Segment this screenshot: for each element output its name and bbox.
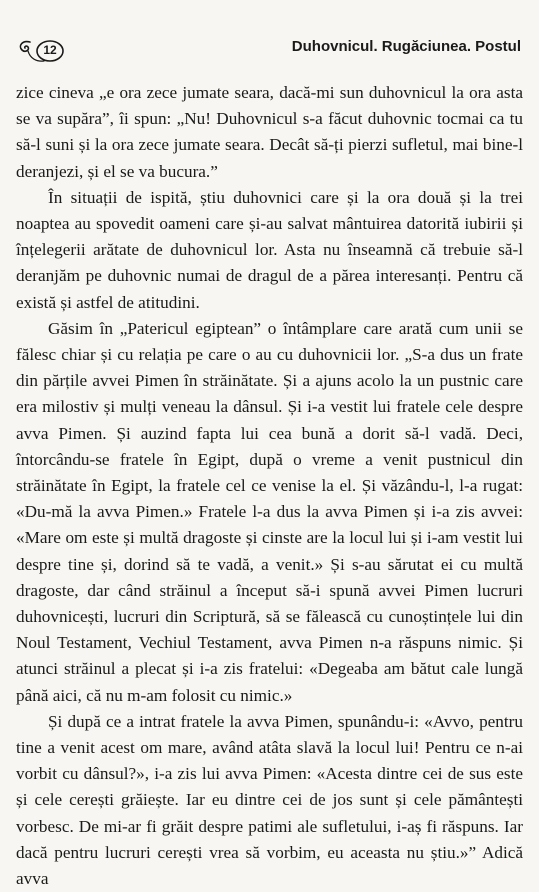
paragraph: zice cineva „e ora zece jumate seara, dacă-mi sun duhovnicul la ora asta se va supăra”, îi spun: „Nu! Duhovnicul s-a făcut duhovnic tocmai ca tu să-l suni și la ora zece jumate seara. Decât să-ți pierzi sufletul, mai bine-l deranjezi, și el se va bucura.” [16, 83, 523, 181]
page-number: 12 [43, 43, 57, 57]
body-text [16, 80, 523, 892]
paragraph: Și după ce a intrat fratele la avva Pimen, spunându-i: «Avvo, pentru tine a venit acest om mare, având atâta slavă la locul lui! Pentru ce n-ai vorbit cu dânsul?», i-a zis lui avva Pimen: «Acesta dintre cei de sus este și cele cerești grăiește. Iar eu dintre cei de jos sunt și cele pământești vorbesc. De mi-ar fi grăit despre patimi ale sufletului, i-aș fi răspuns. Iar dacă pentru lucruri cerești vrea să vorbim, eu aceasta nu știu.»” Adică avva [16, 711, 523, 889]
paragraph: În situații de ispită, știu duhovnici care și la ora două și la trei noaptea au spovedit oameni care și-au salvat mântuirea datorită iubirii și înțelegerii arătate de duhovnicul lor. Asta nu înseamnă că trebuie să-l deranjăm pe duhovnic numai de dragul de a părea interesanți. Pentru că există și astfel de atitudini. [16, 187, 523, 312]
paragraph: Găsim în „Patericul egiptean” o întâmplare care arată cum unii se fălesc chiar și cu relația pe care o au cu duhovnicii lor. „S-a dus un frate din părțile avvei Pimen în străinătate. Și a ajuns acolo la un pustnic care era milostiv și mulți veneau la dânsul. Și i-a vestit lui fratele cele despre avva Pimen. Și auzind fapta lui cea bună a dorit să-l vadă. Deci, întorcându-se fratele în Egipt, după o vreme a venit pustnicul din străinătate în Egipt, la fratele cel ce venise la el. Și văzându-l, l-a rugat: «Du-mă la avva Pimen.» Fratele l-a dus la avva Pimen și i-a zis avvei: «Mare om este și multă dragoste și cinste are la locul lui și i-am vestit lui despre tine și, dorind să te vadă, a venit.» Și s-au sărutat ei cu multă dragoste, dar când străinul a început să-i spună avvei Pimen lucruri duhovnicești, lucruri din Scriptură, să se fălească cu cunoștințele lui din Noul Testament, Vechiul Testament, avva Pimen n-a răspuns nimic. Și atunci străinul a plecat și i-a zis fratelui: «Degeaba am bătut cale lungă până aici, că nu m-am folosit cu nimic.» [16, 318, 523, 705]
page-header [0, 34, 539, 66]
running-title: Duhovnicul. Rugăciunea. Postul [291, 38, 521, 55]
